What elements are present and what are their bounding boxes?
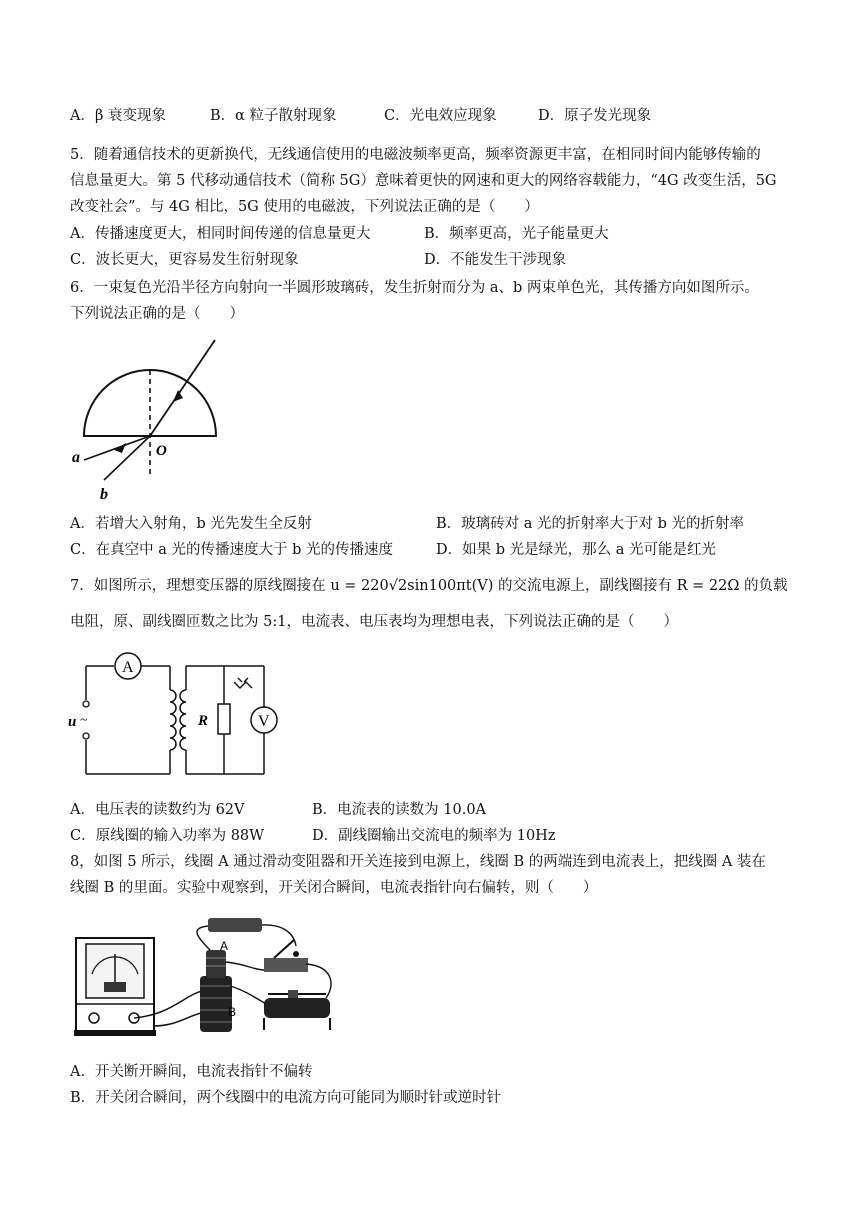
q7-stem-line-2: 电阻，原、副线圈匝数之比为 5:1，电流表、电压表均为理想电表，下列说法正确的是（ ） [70, 614, 678, 630]
q6-semicircle-glass-figure [70, 334, 230, 504]
q5-stem-line-2: 信息量更大。第 5 代移动通信技术（简称 5G）意味着更快的网速和更大的网络容载能力，“4G 改变生活，5G [70, 173, 777, 189]
switch-icon [264, 958, 308, 972]
resistor-icon [218, 704, 230, 734]
q8-stem-line-2: 线圈 B 的里面。实验中观察到，开关闭合瞬间，电流表指针向右偏转，则（ ） [70, 880, 598, 896]
q6-option-a: A．若增大入射角，b 光先发生全反射 [70, 516, 312, 532]
incident-arrow-icon [173, 390, 183, 402]
q6-stem-line-2: 下列说法正确的是（ ） [70, 306, 244, 322]
q5-option-b: B．频率更高，光子能量更大 [424, 226, 609, 242]
battery-icon [208, 918, 262, 932]
q7-transformer-circuit-figure [68, 652, 274, 782]
ray-a [84, 436, 150, 460]
q5-stem-line-3: 改变社会”。与 4G 相比，5G 使用的电磁波，下列说法正确的是（ ） [70, 199, 539, 215]
ray-b [104, 436, 150, 480]
ac-source-icon: ~ [80, 713, 88, 728]
source-terminal-top [83, 701, 89, 707]
q4-option-c: C．光电效应现象 [384, 108, 497, 124]
label-coil-a: A [220, 939, 229, 953]
primary-coil-icon [170, 690, 176, 750]
q8-option-b: B．开关闭合瞬间，两个线圈中的电流方向可能同为顺时针或逆时针 [70, 1090, 502, 1106]
secondary-coil-icon [180, 690, 186, 750]
q5-option-c: C．波长更大，更容易发生衍射现象 [70, 252, 299, 268]
label-u: u [68, 714, 77, 730]
q8-option-a: A．开关断开瞬间，电流表指针不偏转 [70, 1064, 313, 1080]
q7-option-b: B．电流表的读数为 10.0A [312, 802, 487, 818]
q7-option-a: A．电压表的读数约为 62V [70, 802, 245, 818]
label-coil-b: B [228, 1005, 237, 1019]
q8-induction-experiment-figure [74, 914, 344, 1040]
q8-stem-line-1: 8，如图 5 所示，线圈 A 通过滑动变阻器和开关连接到电源上，线圈 B 的两端连到电流表上，把线圈 A 装在 [70, 854, 766, 870]
voltmeter-label: V [258, 713, 270, 730]
q5-option-a: A．传播速度更大，相同时间传递的信息量更大 [70, 226, 371, 242]
q7-option-d: D．副线圈输出交流电的频率为 10Hz [312, 828, 556, 844]
q5-option-d: D．不能发生干涉现象 [424, 252, 567, 268]
smudge-mark-icon [234, 678, 252, 688]
rheostat-icon [264, 998, 330, 1018]
q6-option-d: D．如果 b 光是绿光，那么 a 光可能是红光 [436, 542, 716, 558]
q7-option-c: C．原线圈的输入功率为 88W [70, 828, 265, 844]
incident-ray [150, 340, 215, 436]
coil-b-icon [200, 976, 232, 1032]
q7-stem-line-1: 7．如图所示，理想变压器的原线圈接在 u = 220√2sin100πt(V) 的交流电源上，副线圈接有 R = 22Ω 的负载 [70, 578, 788, 594]
label-b: b [100, 486, 108, 503]
coil-a-icon [206, 950, 226, 978]
q6-stem-line-1: 6．一束复色光沿半径方向射向一半圆形玻璃砖，发生折射而分为 a、b 两束单色光，其传播方向如图所示。 [70, 280, 759, 296]
source-terminal-bottom [83, 733, 89, 739]
q6-option-c: C．在真空中 a 光的传播速度大于 b 光的传播速度 [70, 542, 393, 558]
q4-option-a: A．β 衰变现象 [70, 108, 166, 124]
galvanometer-terminal-left [89, 1013, 99, 1023]
label-o: O [156, 443, 167, 459]
label-r: R [198, 713, 209, 729]
q4-option-b: B．α 粒子散射现象 [210, 108, 337, 124]
q5-stem-line-1: 5．随着通信技术的更新换代，无线通信使用的电磁波频率更高，频率资源更丰富，在相同时间内能够传输的 [70, 147, 761, 163]
q4-option-d: D．原子发光现象 [538, 108, 652, 124]
label-a: a [72, 449, 80, 466]
ammeter-label: A [122, 659, 134, 676]
q6-option-b: B．玻璃砖对 a 光的折射率大于对 b 光的折射率 [436, 516, 745, 532]
